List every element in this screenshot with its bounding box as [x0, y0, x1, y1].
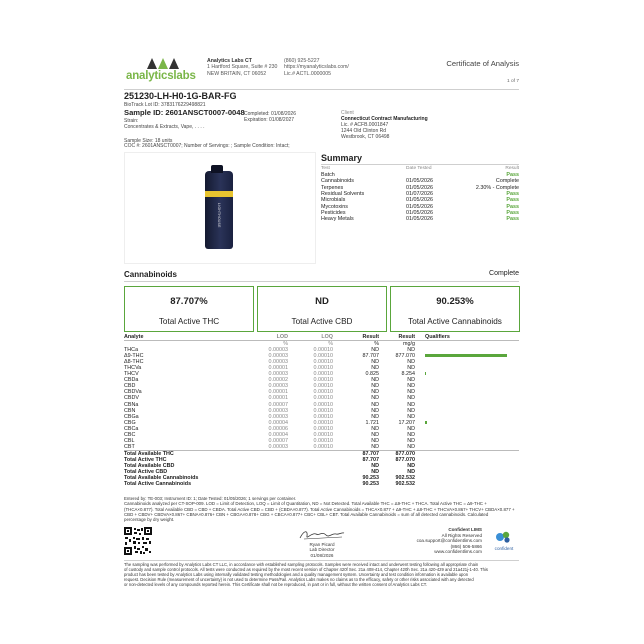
analyte-result-mg: ND [407, 395, 415, 402]
notes-line-5: percentage by dry weight. [124, 517, 175, 523]
signer-title: Lab Director [309, 547, 335, 553]
analyte-result-mg: ND [407, 425, 415, 432]
page-number: 1 of 7 [506, 79, 519, 84]
client-name: Connecticut Contract Manufacturing [341, 116, 428, 122]
analyte-loq: 0.00010 [313, 425, 333, 432]
lab-address-1: 1 Hartford Square, Suite # 230 [207, 64, 278, 71]
analyte-result: ND [371, 389, 379, 396]
header-divider [124, 89, 519, 90]
analyte-name: CBG [124, 419, 136, 426]
notes-line-4: CBD + CBDV+ CBDVA×0.867+ CBNA×0.876+ CBN + CBGA×0.878+ CBG + CBCA×0.877+ CBC+ CBL+ CBT. Total Available Cannabinoids = sum of all detected cannabinoids. Calculated [124, 511, 489, 517]
analyte-result-mg: ND [407, 365, 415, 372]
lims-site[interactable]: www.confidentlims.com [434, 549, 482, 555]
summary-test-result: Pass [506, 216, 519, 223]
analyte-loq: 0.00010 [313, 383, 333, 390]
analyte-result: ND [371, 359, 379, 366]
total-name: Total Active THC [124, 456, 167, 463]
analyte-result: ND [371, 377, 379, 384]
analyte-result-mg: ND [407, 377, 415, 384]
summary-title: Summary [321, 153, 363, 163]
analyte-lod: 0.00002 [268, 377, 288, 384]
analyte-result: ND [371, 365, 379, 372]
analyte-result: ND [371, 443, 379, 450]
analyte-result: ND [371, 401, 379, 408]
col-analyte: Analyte [124, 334, 222, 341]
analyte-name: CBDVa [124, 389, 142, 396]
summary-test-date: 01/05/2026 [406, 216, 433, 223]
confident-logo-icon [488, 528, 520, 546]
analyte-result: 1.721 [365, 419, 379, 426]
client-address-1: 1244 Old Clinton Rd [341, 128, 387, 134]
analyte-result-mg: ND [407, 413, 415, 420]
col-qualifiers: Qualifiers [415, 334, 519, 341]
signature [298, 528, 346, 542]
analyte-loq: 0.00010 [313, 443, 333, 450]
analyte-name: CBT [124, 443, 135, 450]
analyte-loq: 0.00010 [313, 389, 333, 396]
analyte-result: ND [371, 425, 379, 432]
total-result: 87.707 [362, 450, 379, 457]
analyte-lod: 0.00004 [268, 419, 288, 426]
total-cannabinoids-label: Total Active Cannabinoids [408, 317, 502, 326]
qr-code[interactable] [124, 527, 152, 555]
analyte-loq: 0.00010 [313, 371, 333, 378]
analyte-result-mg: ND [407, 407, 415, 414]
analyte-loq: 0.00010 [313, 359, 333, 366]
total-result-mg: 902.532 [395, 475, 415, 482]
sample-size: Sample Size: 18 units [124, 138, 173, 144]
total-name: Total Available THC [124, 450, 174, 457]
analyte-loq: 0.00010 [313, 377, 333, 384]
analyte-name: CBL [124, 437, 135, 444]
total-name: Total Available Cannabinoids [124, 475, 199, 482]
lims-email[interactable]: coa.support@confidentlims.com [416, 538, 482, 544]
summary-test-date: 01/05/2026 [406, 178, 433, 185]
qualifier-cell [415, 353, 519, 359]
client-label: Client [341, 110, 354, 116]
sample-id: Sample ID: 2601ANSCT0007-0048 [124, 108, 245, 117]
disclaimer-line-1: The sampling was performed by Analytics Labs CT LLC, in accordance with established sampling protocols. Samples were received intact and underwent testing following all appropriate chain [124, 562, 479, 567]
analyte-lod: 0.00003 [268, 413, 288, 420]
footer-divider [124, 560, 519, 561]
analyte-result: 87.707 [362, 353, 379, 360]
qr-code-icon [124, 527, 152, 555]
lab-address-2: NEW BRITAIN, CT 06052 [207, 70, 267, 77]
analyte-name: Δ9-THC [124, 353, 144, 360]
total-thc-value: 87.707% [170, 296, 208, 307]
analyte-lod: 0.00007 [268, 437, 288, 444]
summary-test-name: Mycotoxins [321, 203, 348, 210]
total-name: Total Active CBD [124, 469, 168, 476]
analyte-result-mg: ND [407, 437, 415, 444]
analyte-lod: 0.00003 [268, 407, 288, 414]
analyte-lod: 0.00003 [268, 359, 288, 366]
analyte-result-mg: ND [407, 389, 415, 396]
total-result: ND [371, 469, 379, 476]
analyte-name: CBC [124, 431, 136, 438]
analyte-loq: 0.00010 [313, 413, 333, 420]
total-cannabinoids-box [390, 286, 520, 332]
analyte-result: ND [371, 383, 379, 390]
analyte-name: THCV [124, 371, 139, 378]
lab-website[interactable]: https://myanalyticslabs.com/ [284, 64, 349, 71]
sample-matrix: Concentrates & Extracts, Vape, . . . . [124, 124, 205, 130]
signature-scribble [298, 528, 346, 542]
analyte-result: ND [371, 395, 379, 402]
total-thc-label: Total Active THC [158, 317, 220, 326]
total-result: 90.253 [362, 475, 379, 482]
summary-col-result: Result [505, 166, 519, 171]
summary-col-date: Date Tested [406, 166, 432, 171]
cannabinoid-table [124, 334, 519, 487]
lims-brand: Confident LIMS [448, 527, 482, 532]
biotrack-lot: BioTrack Lot ID: 3783176229498821 [124, 102, 206, 108]
unit-mass: mg/g [403, 341, 415, 348]
analyte-lod: 0.00003 [268, 383, 288, 390]
analyte-result: ND [371, 347, 379, 354]
analyte-loq: 0.00010 [313, 401, 333, 408]
lab-license: Lic.# ACTL.0000005 [284, 70, 332, 77]
total-name: Total Active Cannabinoids [124, 481, 192, 488]
logo-mark-icon [146, 56, 180, 70]
analyte-loq: 0.00010 [313, 437, 333, 444]
disclaimer-line-2: of custody and sample control protocols. All tests were conducted as required by the most recent version of Chapter 420f Sec. 21a 408-414, Chapter 420h Sec. 21a 420-429 and 21a421j-1-40. This [124, 566, 488, 572]
total-result-mg: 902.532 [395, 481, 415, 488]
logo-text: analyticslabs [126, 70, 196, 82]
analyte-name: CBGa [124, 413, 139, 420]
total-name: Total Available CBD [124, 462, 175, 469]
summary-test-result: Complete [495, 178, 519, 185]
analyte-result-mg: ND [407, 443, 415, 450]
product-photo [124, 152, 316, 264]
summary-test-result: Pass [506, 197, 519, 204]
summary-test-result: Pass [506, 172, 519, 178]
analyte-loq: 0.00010 [313, 395, 333, 402]
coc-info: COC #: 2601ANSCT0007; Number of Servings: ; Sample Condition: Intact; [124, 143, 290, 149]
analyte-result: ND [371, 437, 379, 444]
analyte-loq: 0.00010 [313, 365, 333, 372]
analyte-result-mg: ND [407, 401, 415, 408]
summary-test-date: 01/05/2026 [406, 184, 433, 191]
total-result: 87.707 [362, 456, 379, 463]
strain-label: Strain: [124, 118, 139, 124]
summary-test-result: Pass [506, 190, 519, 197]
analyte-name: CBD [124, 383, 136, 390]
analyte-result-mg: ND [407, 383, 415, 390]
notes-line-3: (THCA×0.877). Total Available CBD = CBD + CBDA. Total Active CBD = CBD + (CBDA×0.877). Total Active Cannabinoids = THCA×0.877 + Δ9-THC + Δ8-THC + THCVA×0.867+ THCV+ CBDA×0.877 + [124, 506, 515, 512]
total-cbd-label: Total Active CBD [291, 317, 353, 326]
summary-test-name: Residual Solvents [321, 190, 365, 197]
lab-phone: (860) 925-5227 [284, 58, 320, 64]
analyte-lod: 0.00004 [268, 431, 288, 438]
total-thc-box [124, 286, 254, 332]
analyte-loq: 0.00010 [313, 431, 333, 438]
analyte-name: CBDV [124, 395, 139, 402]
lims-rights: All Rights Reserved [441, 532, 482, 538]
vape-device-body [205, 171, 233, 249]
analyte-name: THCa [124, 347, 139, 354]
summary-test-name: Heavy Metals [321, 216, 354, 223]
unit-lod: % [283, 341, 288, 348]
analyte-lod: 0.00003 [268, 353, 288, 360]
result-bar [425, 372, 426, 375]
summary-test-date: 01/05/2026 [406, 197, 433, 204]
notes-line-1: Entered by: TE-003; Instrument ID: 1; Date Tested: 01/05/2026; 1 servings per container. [124, 496, 297, 501]
lab-logo [126, 56, 202, 88]
total-result-mg: ND [407, 469, 415, 476]
summary-test-date: 01/07/2026 [406, 190, 433, 197]
summary-test-name: Pesticides [321, 209, 346, 216]
total-result-mg: ND [407, 462, 415, 469]
analyte-loq: 0.00010 [313, 419, 333, 426]
vape-mouthpiece [211, 165, 223, 173]
analyte-name: CBDa [124, 377, 139, 384]
total-result-mg: 877.070 [395, 450, 415, 457]
analyte-lod: 0.00001 [268, 389, 288, 396]
cannabinoids-divider [124, 281, 519, 282]
vape-label-stripe [205, 191, 233, 197]
analyte-result-mg: 8.254 [401, 371, 415, 378]
total-cbd-value: ND [315, 296, 329, 307]
col-loq: LOQ [288, 334, 333, 341]
analyte-lod: 0.00003 [268, 371, 288, 378]
cannabinoids-title: Cannabinoids [124, 270, 177, 279]
analyte-loq: 0.00010 [313, 353, 333, 360]
summary-test-name: Terpenes [321, 184, 344, 191]
analyte-result-mg: 17.207 [398, 419, 415, 426]
cannabinoids-status: Complete [489, 270, 519, 277]
analyte-lod: 0.00007 [268, 401, 288, 408]
signer-name: Ryan Picard [309, 542, 335, 547]
analyte-name: CBN [124, 407, 136, 414]
confident-logo-text: confident [494, 546, 514, 551]
document-title: Certificate of Analysis [446, 59, 519, 68]
vape-brand-text: LIGHTHOUSE [217, 203, 221, 228]
client-address-2: Westbrook, CT 06498 [341, 134, 390, 140]
analyte-result-mg: 877.070 [395, 353, 415, 360]
lims-phone: (866) 506-5866 [450, 543, 482, 549]
analyte-result: 0.825 [365, 371, 379, 378]
client-license: Lic. # ACFB.0001847 [341, 122, 389, 128]
disclaimer-line-5: or non-detected levels of any compounds reported herein. This Certificate shall not be reproduced, in part or in full, without the written consent of Analytics Labs CT. [124, 581, 427, 587]
summary-test-date: 01/05/2026 [406, 203, 433, 210]
total-cbd-box [257, 286, 387, 332]
col-lod: LOD [222, 334, 288, 341]
unit-loq: % [328, 341, 333, 348]
summary-col-test: Test [321, 166, 330, 171]
total-result-mg: 877.070 [395, 456, 415, 463]
analyte-lod: 0.00001 [268, 395, 288, 402]
analyte-name: Δ8-THC [124, 359, 144, 366]
summary-test-result: 2.30% - Complete [475, 184, 519, 191]
col-result: Result [333, 334, 379, 341]
summary-test-result: Pass [506, 209, 519, 216]
signature-date: 01/08/2026 [310, 552, 334, 558]
total-result: 90.253 [362, 481, 379, 488]
analyte-loq: 0.00010 [313, 407, 333, 414]
analyte-loq: 0.00010 [313, 347, 333, 354]
analyte-result-mg: ND [407, 359, 415, 366]
col-result-mg: Result [379, 334, 415, 341]
confident-logo [488, 528, 520, 554]
total-row [124, 481, 519, 487]
total-result: ND [371, 462, 379, 469]
analyte-lod: 0.00006 [268, 425, 288, 432]
analyte-lod: 0.00001 [268, 365, 288, 372]
lab-name: Analytics Labs CT [207, 58, 252, 64]
analyte-result: ND [371, 413, 379, 420]
summary-test-date: 01/05/2026 [406, 209, 433, 216]
analyte-result-mg: ND [407, 431, 415, 438]
analyte-name: THCVa [124, 365, 142, 372]
disclaimer-line-3: product has been tested by Analytics Labs using internally validated testing methodologies and a quality management system. Uncertainty and test condition information is available upon [124, 571, 469, 577]
result-bar [425, 354, 507, 357]
analyte-name: CBCa [124, 425, 139, 432]
analyte-lod: 0.00003 [268, 347, 288, 354]
analyte-lod: 0.00003 [268, 443, 288, 450]
unit-result: % [374, 341, 379, 348]
summary-test-result: Pass [506, 203, 519, 210]
analyte-name: CBNa [124, 401, 139, 408]
notes-line-2: Cannabinoids analyzed per CT-SOP-009. LOD = Limit of Detection, LOQ = Limit of Quantitation, ND = Not Detected. Total Available THC = Δ9-THC + THCA. Total Active THC = Δ9-THC + [124, 501, 487, 507]
analyte-result: ND [371, 407, 379, 414]
total-cannabinoids-value: 90.253% [436, 296, 474, 307]
product-name: 251230-LH-H0-1G-BAR-FG [124, 91, 237, 101]
result-bar [425, 421, 427, 424]
summary-test-name: Cannabinoids [321, 178, 354, 185]
analyte-result-mg: ND [407, 347, 415, 354]
summary-test-name: Microbials [321, 197, 346, 204]
expiration-date: Expiration: 01/08/2027 [244, 117, 295, 123]
disclaimer-line-4: request. Decision Rule (measurement of uncertainty) is not used to determine Pass/Fail. Analytics Labs makes no claims as to the efficacy, safety or other risks associated with any detected [124, 576, 474, 582]
summary-test-name: Batch [321, 172, 335, 178]
completed-date: Completed: 01/08/2026 [244, 111, 296, 117]
summary-divider [321, 164, 519, 165]
analyte-result: ND [371, 431, 379, 438]
